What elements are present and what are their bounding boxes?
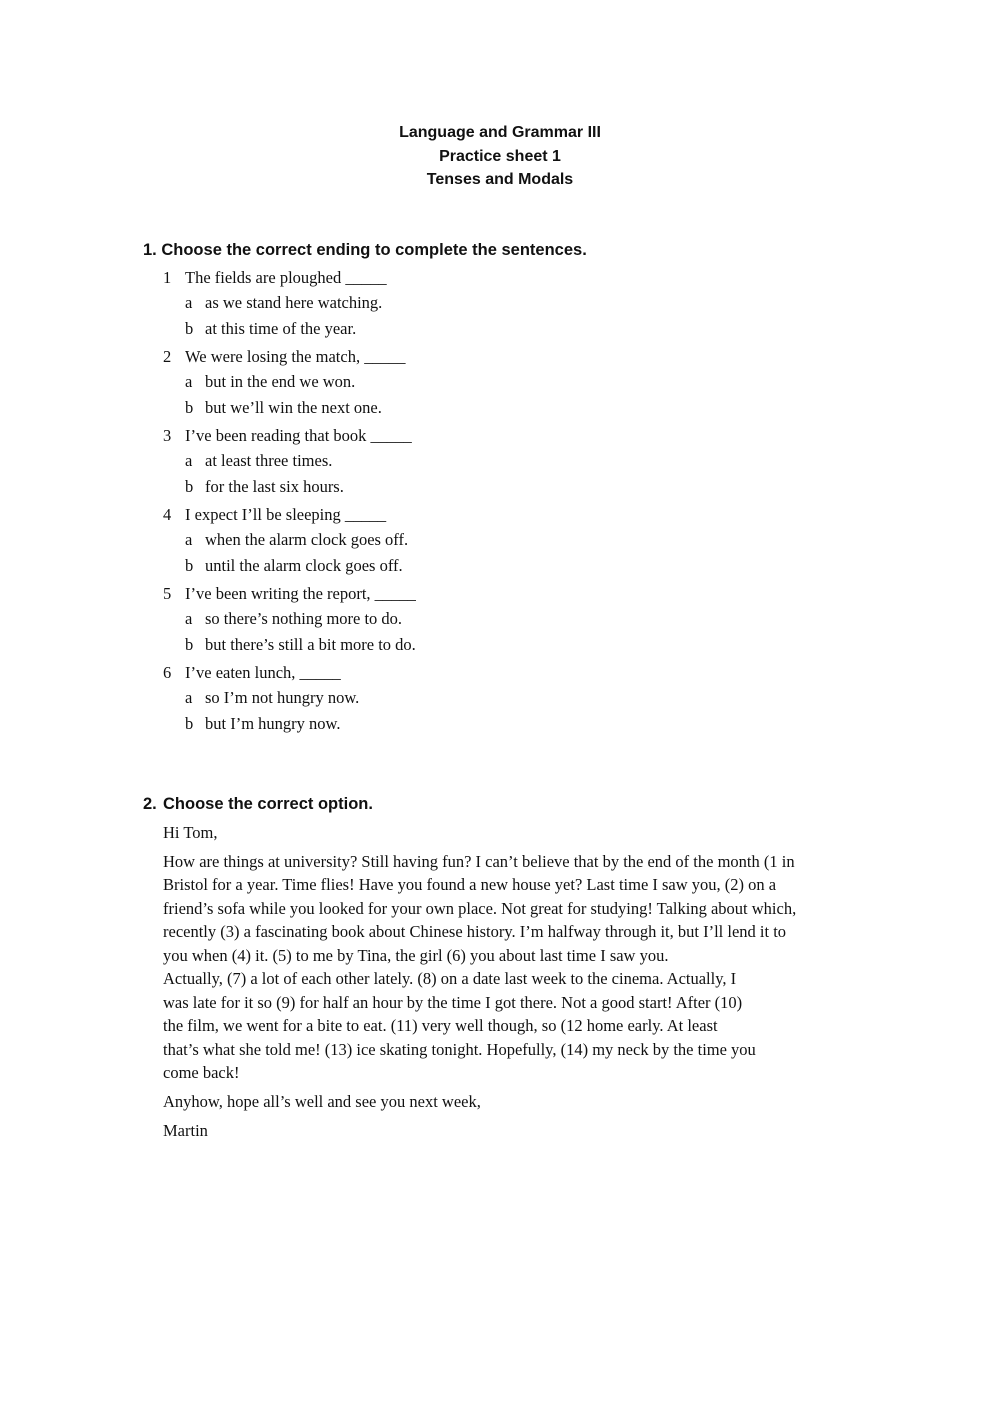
- section-1-number: 1.: [143, 241, 157, 259]
- section-2-number: 2.: [143, 795, 157, 813]
- option-b-text: but we’ll win the next one.: [205, 397, 382, 417]
- question-stem: I’ve been writing the report, _____: [185, 584, 416, 603]
- option-b-letter: b: [185, 713, 194, 733]
- option-b-letter: b: [185, 634, 194, 654]
- option-b-letter: b: [185, 476, 194, 496]
- option-b-text: but I’m hungry now.: [205, 713, 341, 733]
- section-2-heading: [143, 793, 373, 815]
- option-a-letter: a: [185, 530, 193, 550]
- option-a-letter: a: [185, 688, 193, 708]
- option-b-text: at this time of the year.: [205, 318, 357, 338]
- letter-signature: Martin: [163, 1121, 208, 1140]
- question-number: 6: [163, 663, 172, 682]
- option-a-text: but in the end we won.: [205, 372, 356, 392]
- question-stem: The fields are ploughed _____: [185, 268, 387, 287]
- option-a-text: so there’s nothing more to do.: [205, 609, 403, 629]
- option-b-letter: b: [185, 318, 194, 338]
- letter-body-line: come back!: [163, 1063, 240, 1083]
- letter-greeting: Hi Tom,: [163, 823, 218, 842]
- question-number: 3: [163, 426, 172, 445]
- letter-body-line: you when (4) it. (5) to me by Tina, the girl (6) you about last time I saw you.: [163, 945, 669, 965]
- question-number: 2: [163, 347, 172, 366]
- letter-body-line: recently (3) a fascinating book about Chinese history. I’m halfway through it, but I’ll lend it to: [163, 922, 787, 942]
- option-a-text: at least three times.: [205, 451, 333, 471]
- option-a-letter: a: [185, 609, 193, 629]
- option-a-letter: a: [185, 451, 193, 471]
- option-b-text: for the last six hours.: [205, 476, 344, 496]
- option-a-text: as we stand here watching.: [205, 293, 383, 313]
- section-1-heading: [143, 239, 587, 261]
- question-number: 1: [163, 268, 172, 287]
- letter-body-line: friend’s sofa while you looked for your own place. Not great for studying! Talking about which,: [163, 898, 797, 918]
- course-title: Language and Grammar III: [399, 124, 601, 141]
- section-2-instruction: Choose the correct option.: [163, 795, 373, 813]
- option-a-letter: a: [185, 372, 193, 392]
- letter-body-line: was late for it so (9) for half an hour by the time I got there. Not a good start! After (10): [163, 992, 743, 1012]
- letter-body-line: Bristol for a year. Time flies! Have you found a new house yet? Last time I saw you, (2) on a: [163, 875, 777, 895]
- letter-body-line: How are things at university? Still having fun? I can’t believe that by the end of the month (1 in: [163, 852, 795, 871]
- question-number: 5: [163, 584, 172, 603]
- option-b-text: but there’s still a bit more to do.: [205, 634, 416, 654]
- option-a-text: so I’m not hungry now.: [205, 688, 360, 708]
- option-b-text: until the alarm clock goes off.: [205, 555, 403, 575]
- option-a-text: when the alarm clock goes off.: [205, 530, 409, 550]
- question-number: 4: [163, 505, 172, 524]
- option-b-letter: b: [185, 555, 194, 575]
- sheet-title: Practice sheet 1: [439, 147, 561, 165]
- option-a-letter: a: [185, 293, 193, 313]
- question-stem: We were losing the match, _____: [185, 347, 406, 366]
- question-stem: I’ve eaten lunch, _____: [185, 663, 341, 682]
- letter-body-line: the film, we went for a bite to eat. (11) very well though, so (12 home early. At least: [163, 1016, 718, 1036]
- option-b-letter: b: [185, 397, 194, 417]
- letter-closing: Anyhow, hope all’s well and see you next week,: [163, 1092, 481, 1111]
- letter-body-line: Actually, (7) a lot of each other lately. (8) on a date last week to the cinema. Actually, I: [163, 969, 737, 989]
- topic-title: Tenses and Modals: [426, 171, 574, 188]
- section-1-instruction: Choose the correct ending to complete the sentences.: [161, 241, 587, 259]
- question-stem: I expect I’ll be sleeping _____: [185, 505, 387, 524]
- letter-body-line: that’s what she told me! (13) ice skating tonight. Hopefully, (14) my neck by the time you: [163, 1039, 756, 1059]
- worksheet-title-block: [0, 121, 1000, 192]
- question-stem: I’ve been reading that book _____: [185, 426, 412, 445]
